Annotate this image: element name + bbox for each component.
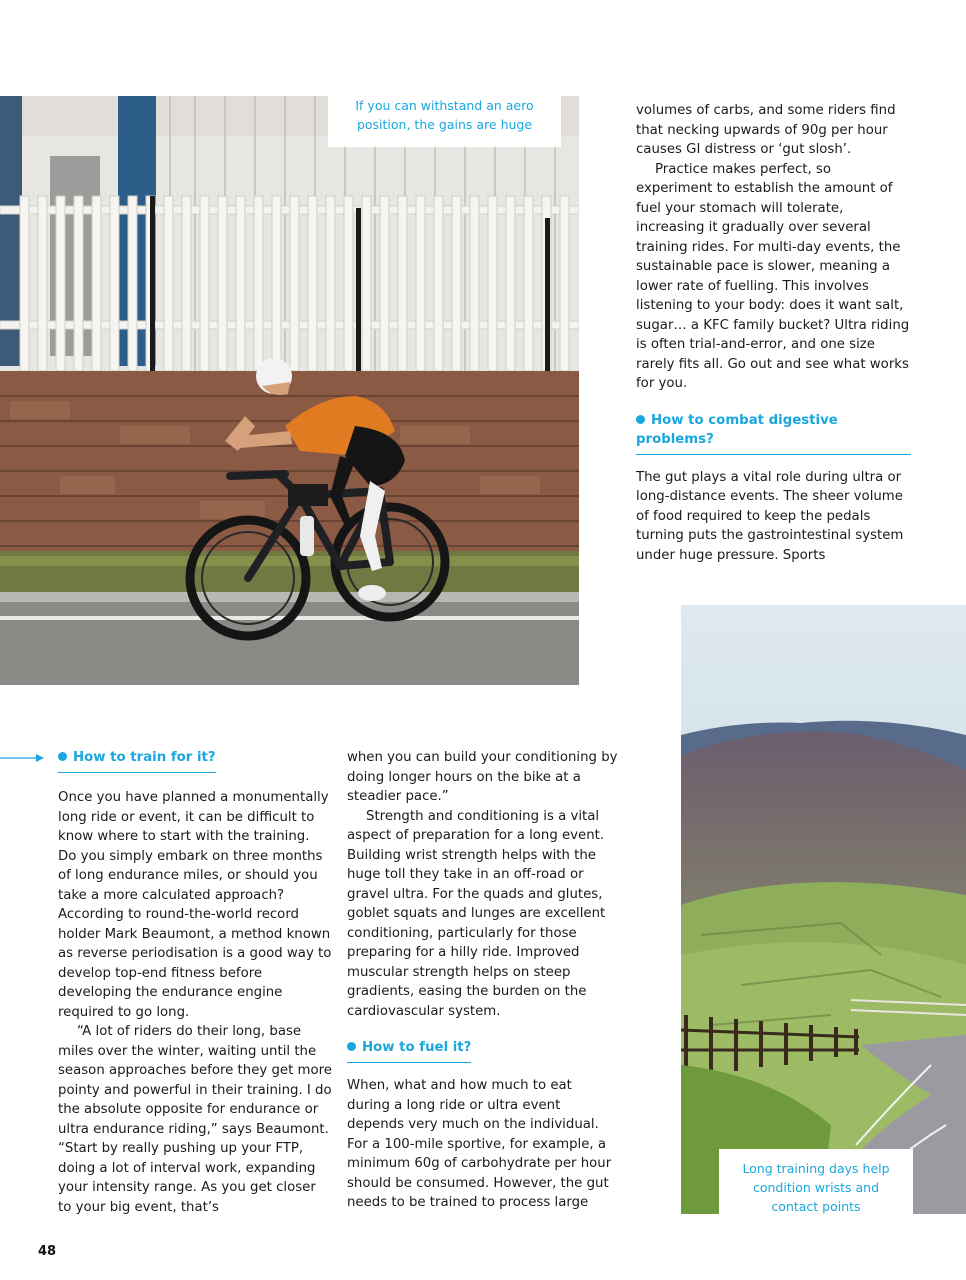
section-heading-fuel <box>347 1038 471 1063</box>
bullet-dot-icon <box>58 752 67 761</box>
article-column-middle <box>347 748 619 1213</box>
heading-text: How to combat digestive problems? <box>636 412 838 447</box>
cyclist-photo <box>0 96 579 685</box>
body-paragraph: Once you have planned a monumentally long ride or event, it can be difficult to know where to start with the training. Do you simply embark on three months of long endurance miles, or should you take a more calculated approach? According to round-the-world record holder Mark Beaumont, a method known as reverse periodisation is a good way to develop top-end fitness before developing the endurance engine required to go long. <box>58 790 332 1020</box>
body-paragraph: when you can build your conditioning by doing longer hours on the bike at a steadier pace.” <box>347 750 618 804</box>
landscape-photo <box>681 605 966 1214</box>
caption-text: Long training days help condition wrists and contact points <box>742 1161 890 1214</box>
article-column-right <box>636 101 911 565</box>
heading-text: How to fuel it? <box>362 1040 472 1055</box>
body-paragraph: Practice makes perfect, so experiment to establish the amount of fuel your stomach will tolerate, increasing it gradually over several training rides. For multi-day events, the sustainable pace is slower, meaning a lower rate of fuelling. This involves listening to your body: does it want salt, sugar… a KFC family bucket? Ultra riding is often trial-and-error, and one size rarely fits all. Go out and see what works for you. <box>636 161 910 391</box>
section-heading-train <box>58 748 216 773</box>
caption-text: If you can withstand an aero position, the gains are huge <box>355 98 534 132</box>
body-paragraph: The gut plays a vital role during ultra or long-distance events. The sheer volume of food required to keep the pedals turning puts the gastrointestinal system under huge pressure. Sports <box>636 469 904 563</box>
article-column-left <box>58 748 332 1217</box>
bullet-dot-icon <box>636 415 645 424</box>
body-paragraph: When, what and how much to eat during a long ride or ultra event depends very much on the individual. For a 100-mile sportive, for example, a minimum 60g of carbohydrate per hour should be consumed. However, the gut needs to be trained to process large <box>347 1078 612 1210</box>
body-paragraph: Strength and conditioning is a vital aspect of preparation for a long event. Building wrist strength helps with the huge toll they take in an off-road or gravel ultra. For the quads and glutes, goblet squats and lunges are excellent conditioning, particularly for those preparing for a hilly ride. Improved muscular strength helps on steep gradients, easing the burden on the cardiovascular system. <box>347 808 606 1019</box>
heading-text: How to train for it? <box>73 750 216 765</box>
photo-caption-training <box>719 1149 913 1217</box>
arrow-right-icon <box>0 752 50 764</box>
section-heading-digestive <box>636 411 911 455</box>
body-paragraph: “A lot of riders do their long, base miles over the winter, waiting until the season approaches before they get more pointy and powerful in their training. I do the absolute opposite for endurance or ultra endurance riding,” says Beaumont. “Start by really pushing up your FTP, doing a lot of interval work, expanding your intensity range. As you get closer to your big event, that’s <box>58 1024 332 1215</box>
body-paragraph: volumes of carbs, and some riders find that necking upwards of 90g per hour causes GI distress or ‘gut slosh’. <box>636 103 896 157</box>
photo-caption-aero <box>328 96 561 147</box>
bullet-dot-icon <box>347 1042 356 1051</box>
page-number: 48 <box>38 1244 57 1259</box>
